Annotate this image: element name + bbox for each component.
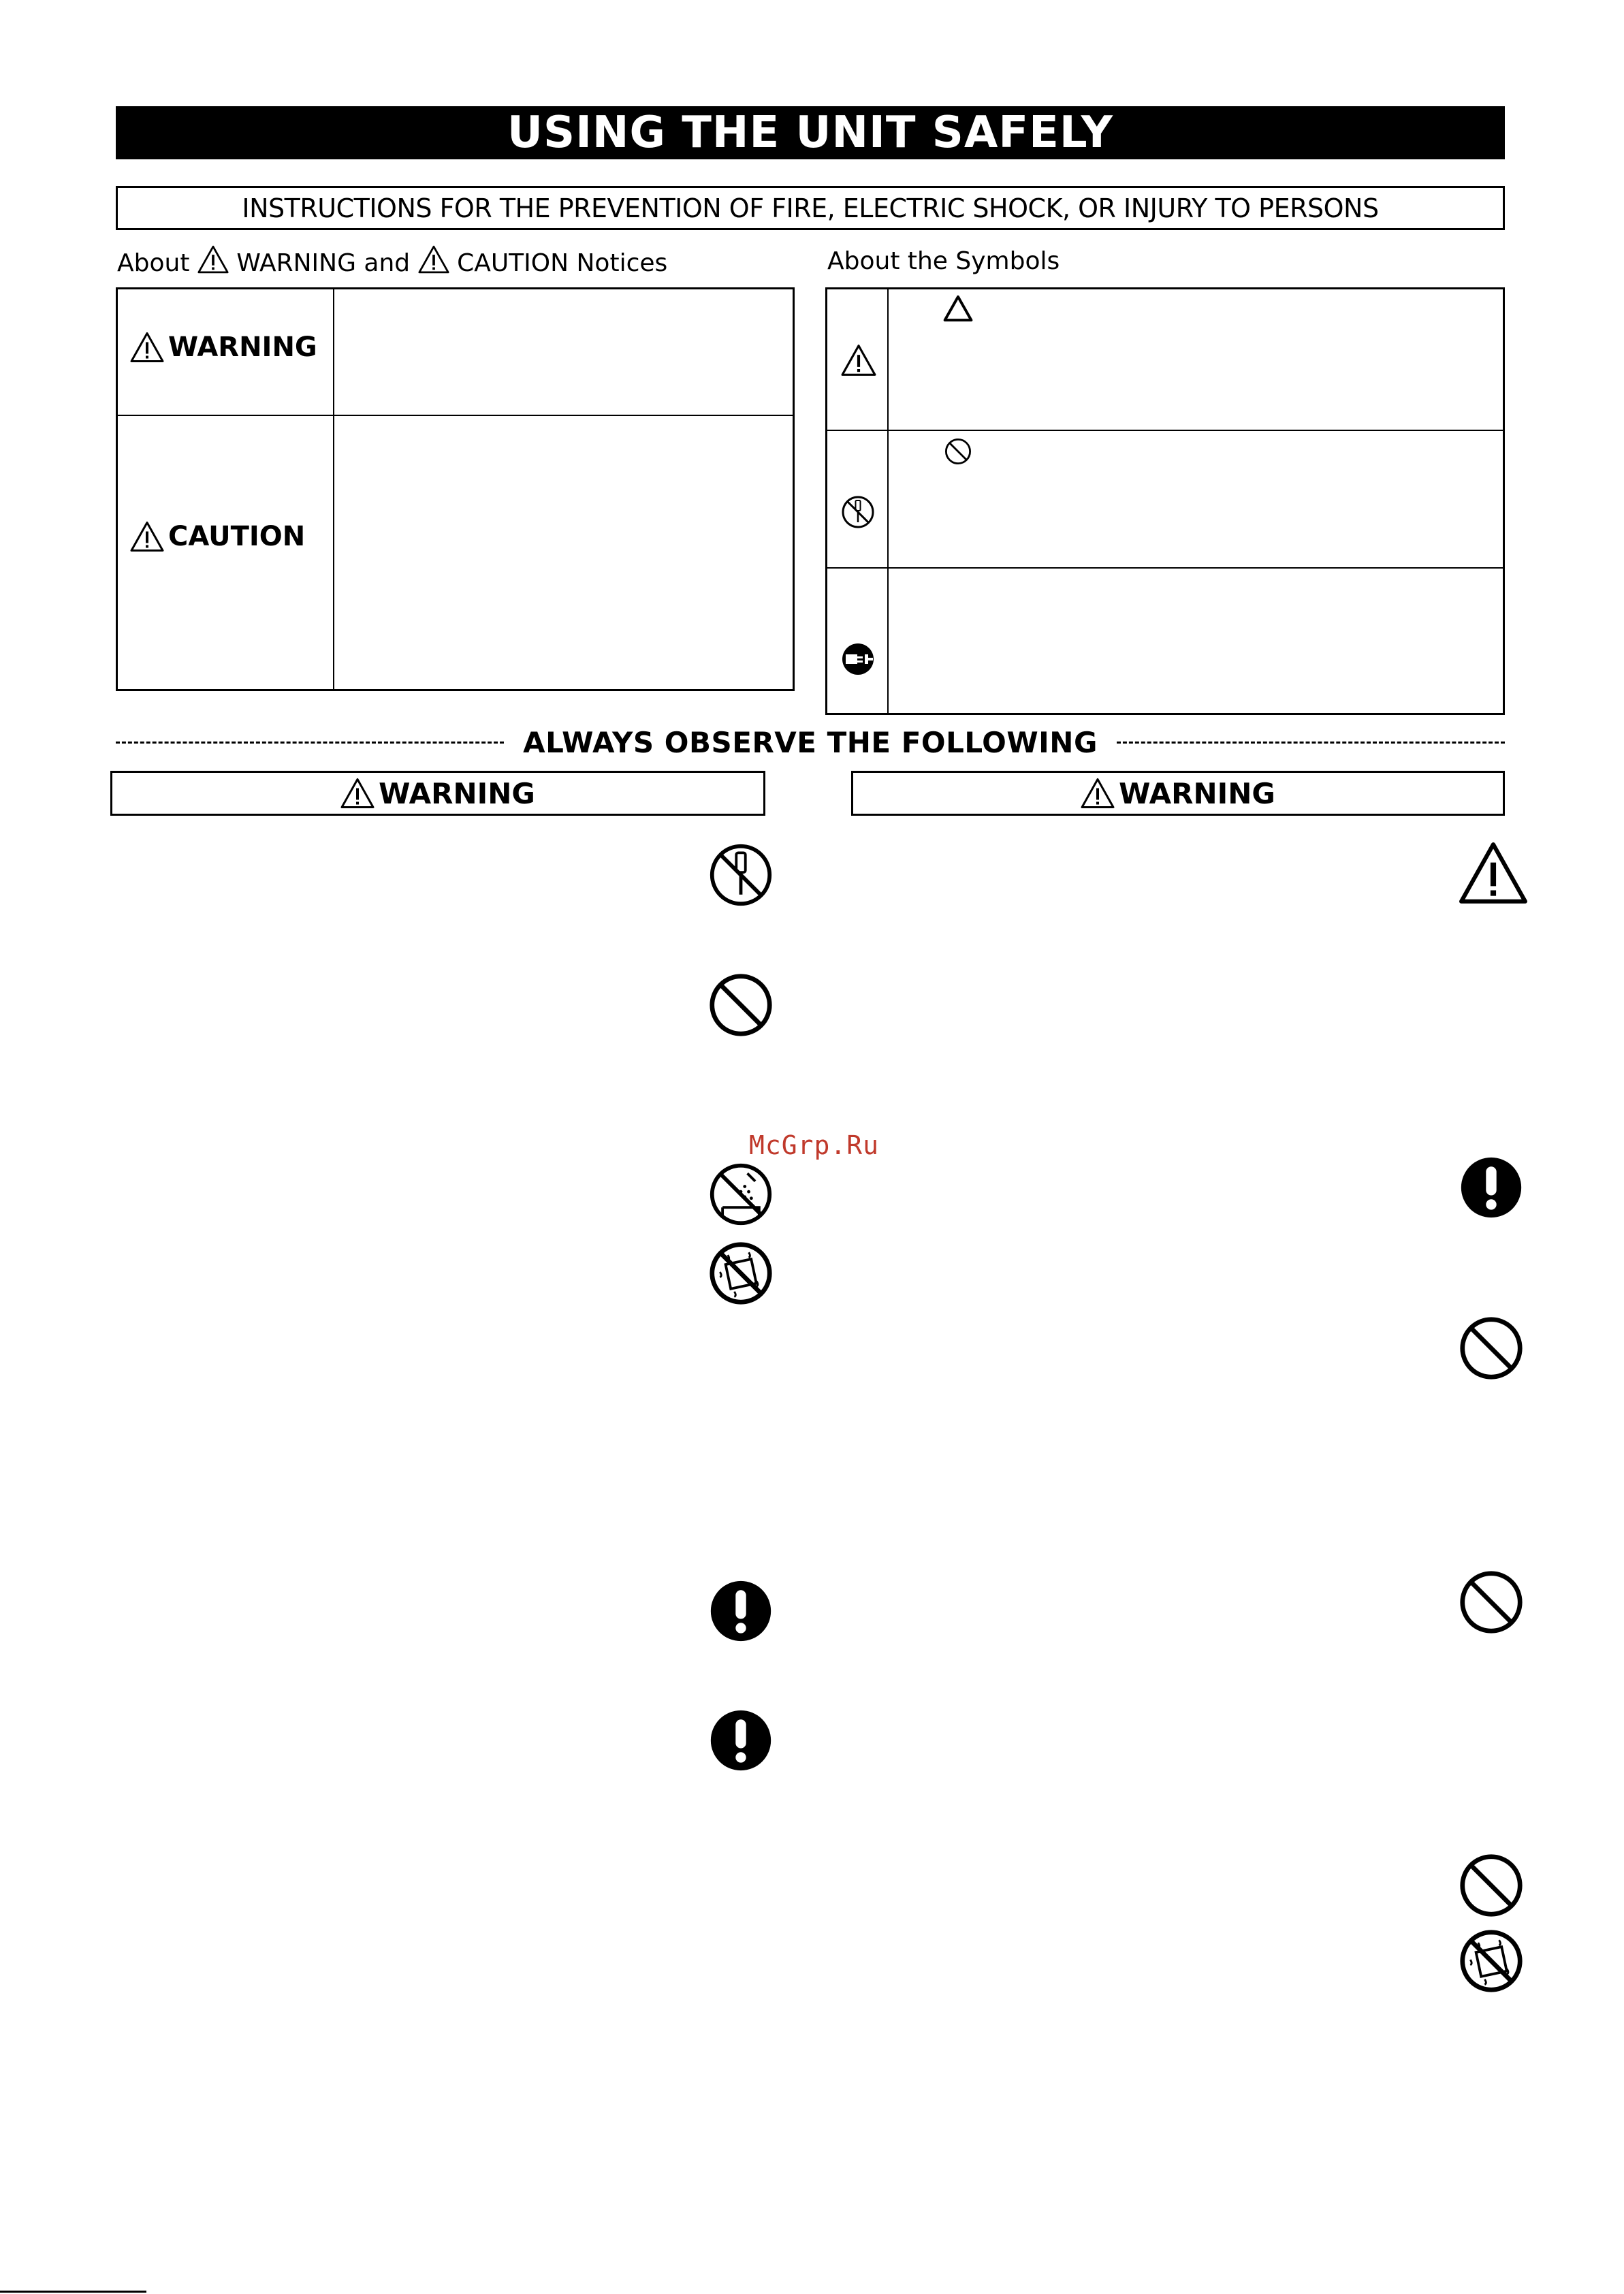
table-divider bbox=[827, 430, 1503, 431]
no-water-icon bbox=[708, 1162, 774, 1227]
right-warning-label: WARNING bbox=[1119, 776, 1275, 810]
warning-triangle-icon bbox=[197, 245, 229, 274]
warning-triangle-icon bbox=[1081, 778, 1115, 809]
prohibited-icon bbox=[1459, 1570, 1524, 1635]
prohibited-icon bbox=[1459, 1853, 1524, 1918]
no-disassemble-icon bbox=[841, 495, 875, 529]
watermark-text: McGrp.Ru bbox=[749, 1130, 880, 1160]
unplug-icon bbox=[841, 642, 875, 676]
exclamation-icon bbox=[1459, 1155, 1524, 1220]
warning-triangle-icon bbox=[841, 344, 876, 377]
table-divider bbox=[333, 289, 334, 689]
notices-heading-warning: WARNING and bbox=[236, 249, 411, 277]
warning-notice-label bbox=[130, 332, 317, 363]
dashed-rule bbox=[1117, 742, 1505, 744]
table-divider bbox=[827, 567, 1503, 569]
notices-heading-caution: CAUTION Notices bbox=[457, 249, 668, 277]
symbols-heading: About the Symbols bbox=[827, 247, 1060, 275]
warning-triangle-icon bbox=[130, 521, 164, 552]
no-liquids-icon bbox=[1459, 1928, 1524, 1994]
right-warning-box bbox=[851, 771, 1505, 816]
warning-triangle-icon bbox=[1459, 842, 1528, 904]
prohibited-icon bbox=[1459, 1316, 1524, 1381]
table-divider bbox=[887, 289, 889, 713]
no-liquids-icon bbox=[708, 1241, 774, 1306]
always-observe-row bbox=[116, 723, 1505, 761]
no-disassemble-icon bbox=[708, 842, 774, 908]
table-divider bbox=[118, 415, 793, 416]
instructions-banner: INSTRUCTIONS FOR THE PREVENTION OF FIRE, ELECTRIC SHOCK, OR INJURY TO PERSONS bbox=[116, 186, 1505, 230]
caution-triangle-icon bbox=[943, 295, 973, 322]
warning-label-text: WARNING bbox=[168, 332, 317, 363]
caution-notice-label bbox=[130, 521, 305, 552]
dashed-rule bbox=[116, 742, 504, 744]
caution-label-text: CAUTION bbox=[168, 521, 306, 552]
page-title: USING THE UNIT SAFELY bbox=[116, 106, 1505, 159]
footer-rule bbox=[0, 2291, 146, 2293]
warning-triangle-icon bbox=[130, 332, 164, 363]
exclamation-icon bbox=[708, 1578, 774, 1644]
prohibited-icon bbox=[944, 438, 972, 465]
prohibited-icon bbox=[708, 972, 774, 1038]
symbols-table bbox=[825, 287, 1505, 715]
warning-triangle-icon bbox=[418, 245, 449, 274]
warning-triangle-icon bbox=[340, 778, 375, 809]
left-warning-box bbox=[110, 771, 765, 816]
notices-table bbox=[116, 287, 795, 691]
notices-heading-about: About bbox=[117, 249, 190, 277]
exclamation-icon bbox=[708, 1708, 774, 1773]
notices-heading bbox=[117, 245, 667, 277]
always-observe-heading: ALWAYS OBSERVE THE FOLLOWING bbox=[523, 725, 1098, 759]
left-warning-label: WARNING bbox=[379, 776, 535, 810]
